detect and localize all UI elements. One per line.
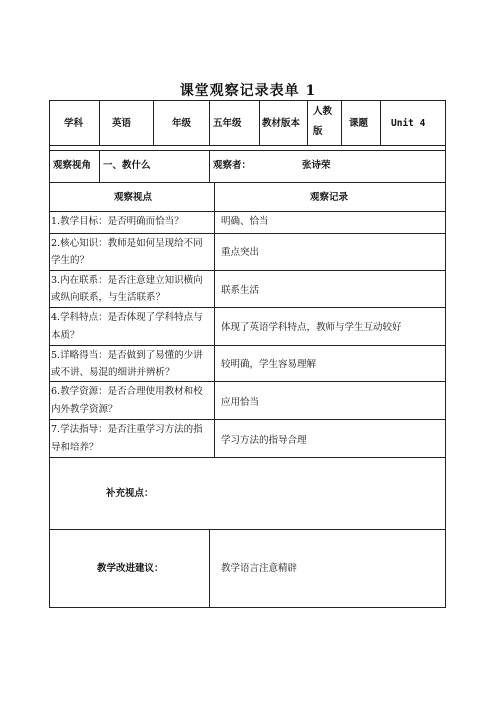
grade-label: 年级 bbox=[172, 118, 192, 129]
column-header-record: 观察记录 bbox=[310, 192, 349, 203]
supplement-label: 补充视点： bbox=[106, 488, 154, 499]
item-2-record: 重点突出 bbox=[221, 247, 260, 258]
item-6-record: 应用恰当 bbox=[221, 397, 260, 408]
lesson-value: Unit 4 bbox=[391, 118, 426, 129]
observation-angle-label: 观察视角 bbox=[53, 160, 92, 171]
lesson-label: 课题 bbox=[349, 118, 369, 129]
item-1-record: 明确、恰当 bbox=[221, 216, 269, 227]
item-1-point: 1.教学目标：是否明确而恰当？ bbox=[51, 216, 184, 227]
observer-value: 张诗荣 bbox=[302, 160, 331, 171]
item-5-point-line1: 5.详略得当：是否做到了易懂的少讲 bbox=[51, 350, 203, 361]
item-7-record: 学习方法的指导合理 bbox=[221, 435, 307, 446]
item-7-point-line1: 7.学法指导：是否注重学习方法的指 bbox=[51, 424, 203, 435]
item-2-point-line1: 2.核心知识：教师是如何呈现给不同 bbox=[51, 238, 203, 249]
item-4-point-line2: 本质？ bbox=[51, 330, 80, 341]
subject-value: 英语 bbox=[112, 118, 132, 129]
item-4-point-line1: 4.学科特点：是否体现了学科特点与 bbox=[51, 312, 203, 323]
edition-label: 教材版本 bbox=[262, 118, 301, 129]
item-3-record: 联系生活 bbox=[221, 285, 260, 296]
edition-value-line2: 版 bbox=[313, 126, 323, 137]
item-3-point-line1: 3.内在联系：是否注意建立知识横向 bbox=[51, 275, 203, 286]
item-7-point-line2: 导和培养？ bbox=[51, 442, 99, 453]
item-6-point-line1: 6.教学资源：是否合理使用教材和校 bbox=[51, 386, 203, 397]
item-6-point-line2: 内外教学资源？ bbox=[51, 404, 118, 415]
observation-angle-value: 一、教什么 bbox=[103, 160, 151, 171]
suggestion-value: 教学语言注意精辟 bbox=[221, 563, 298, 574]
item-4-record: 体现了英语学科特点，教师与学生互动较好 bbox=[221, 322, 402, 333]
item-2-point-line2: 学生的？ bbox=[51, 255, 90, 266]
suggestion-label: 教学改进建议： bbox=[97, 563, 164, 574]
page-title: 课堂观察记录表单 1 bbox=[179, 83, 317, 99]
observer-label: 观察者： bbox=[213, 160, 252, 171]
edition-value-line1: 人教 bbox=[313, 106, 333, 117]
column-header-point: 观察视点 bbox=[114, 192, 153, 203]
item-5-point-line2: 或不讲、易混的细讲并辨析？ bbox=[51, 367, 175, 378]
grade-value: 五年级 bbox=[213, 118, 242, 129]
item-3-point-line2: 或纵向联系，与生活联系？ bbox=[51, 292, 166, 303]
item-5-record: 较明确，学生容易理解 bbox=[221, 359, 317, 370]
subject-label: 学科 bbox=[64, 118, 84, 129]
